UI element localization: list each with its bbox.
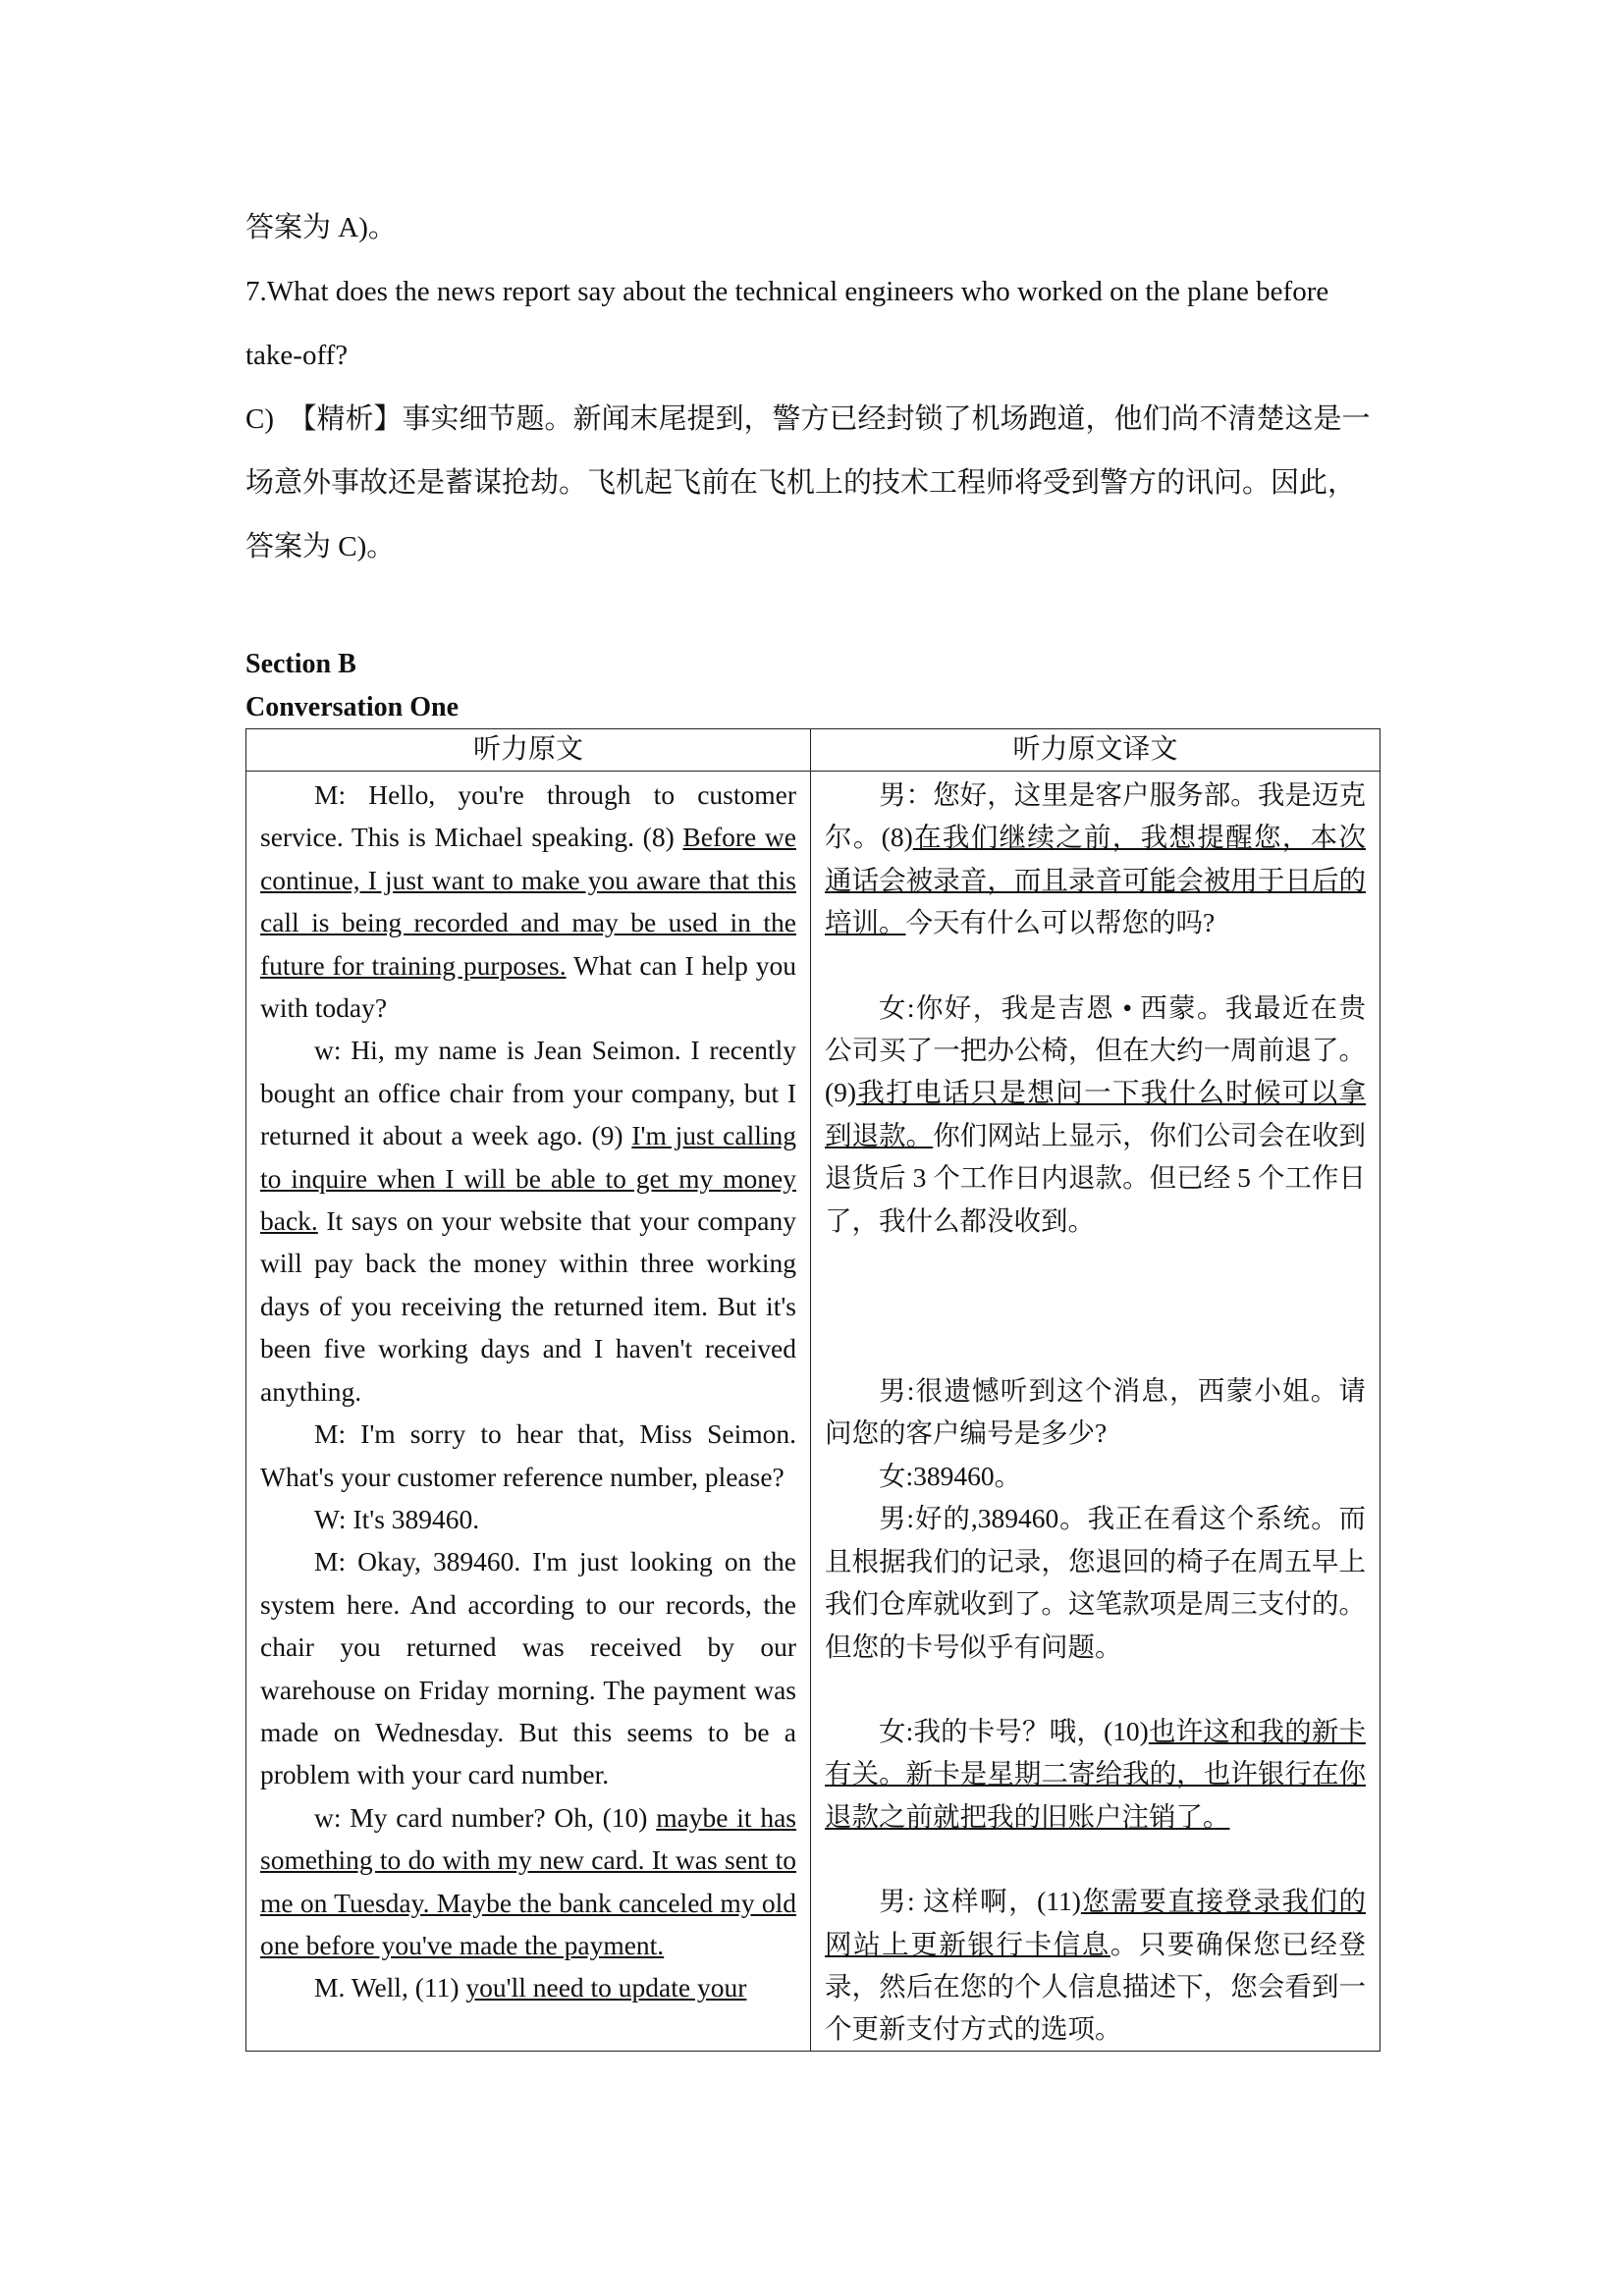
section-heading xyxy=(245,643,459,729)
zh-paragraph-4: 女:389460。 xyxy=(879,1460,1022,1491)
zh-paragraph-3: 男:很遗憾听到这个消息，西蒙小姐。请问您的客户编号是多少? xyxy=(825,1375,1366,1449)
en-paragraph-3: M: I'm sorry to hear that, Miss Seimon. What's your customer reference number, please? xyxy=(260,1418,796,1492)
zh-p1-underlined: 在我们继续之前，我想提醒您，本次通话会被录音，而且录音可能会被用于日后的培训。 xyxy=(825,822,1366,938)
section-title: Section B xyxy=(245,649,356,679)
en-p2-text-end: It says on your website that your company will pay back the money within three working days of you receiving the returned item. But it's been five working days and I haven't received anything. xyxy=(260,1205,796,1407)
zh-paragraph-5: 男:好的,389460。我正在看这个系统。而且根据我们的记录，您退回的椅子在周五早上我们仓库就收到了。这笔款项是周三支付的。但您的卡号似乎有问题。 xyxy=(825,1503,1366,1662)
spacer xyxy=(825,1668,1366,1710)
en-paragraph-7 xyxy=(260,1966,796,2008)
zh-paragraph-7 xyxy=(825,1880,1366,2051)
table-header-row xyxy=(246,729,1380,772)
en-paragraph-6 xyxy=(260,1796,796,1967)
spacer xyxy=(825,944,1366,987)
zh-p6-underlined: 也许这和我的新卡有关。新卡是星期二寄给我的，也许银行在你退款之前就把我的旧账户注销了。 xyxy=(825,1715,1366,1832)
answer-line-6: 答案为 A)。 xyxy=(245,212,397,243)
en-p1-text: M: Hello, you're through to customer service. This is Michael speaking. (8) xyxy=(260,779,796,853)
zh-p7-text-end: 。只要确保您已经登录，然后在您的个人信息描述下，您会看到一个更新支付方式的选项。 xyxy=(825,1928,1367,2045)
zh-p7-text: 男: 这样啊，(11) xyxy=(879,1886,1081,1917)
zh-p2-underlined: 我打电话只是想问一下我什么时候可以拿到退款。 xyxy=(825,1077,1366,1150)
answer-7-explanation: C) 【精析】事实细节题。新闻末尾提到，警方已经封锁了机场跑道，他们尚不清楚这是一场意外事故还是蓄谋抢劫。飞机起飞前在飞机上的技术工程师将受到警方的讯问。因此，答案为 C)。 xyxy=(245,403,1371,562)
en-p2-text: w: Hi, my name is Jean Seimon. I recently bought an office chair from your company, but I returned it about a week ago. (9) xyxy=(260,1035,796,1151)
spacer xyxy=(825,1242,1366,1369)
answer-explanation xyxy=(245,196,1380,579)
zh-p2-text-end: 你们网站上显示，你们公司会在收到退货后 3 个工作日内退款。但已经 5 个工作日了，我什么都没收到。 xyxy=(825,1119,1367,1236)
zh-paragraph-6 xyxy=(825,1710,1366,1838)
question-7: 7.What does the news report say about the technical engineers who worked on the plane before take-off? xyxy=(245,276,1329,371)
en-p7-underlined: you'll need to update your xyxy=(465,1972,747,2003)
zh-p2-text: 女:你好，我是吉恩 • 西蒙。我最近在贵公司买了一把办公椅，但在大约一周前退了。(9) xyxy=(825,991,1366,1108)
zh-p1-text: 男：您好，这里是客户服务部。我是迈克尔。(8) xyxy=(825,779,1366,853)
zh-p1-text-end: 今天有什么可以帮您的吗? xyxy=(905,907,1216,938)
en-p1-text-end: What can I help you with today? xyxy=(260,949,796,1024)
table-row xyxy=(246,772,1380,2052)
en-p2-underlined: I'm just calling to inquire when I will be able to get my money back. xyxy=(260,1120,796,1237)
en-p6-text: w: My card number? Oh, (10) xyxy=(314,1801,657,1833)
translation-text-cell xyxy=(811,772,1380,2052)
en-paragraph-1 xyxy=(260,774,796,1029)
zh-p7-underlined: 您需要直接登录我们的网站上更新银行卡信息 xyxy=(825,1886,1367,1959)
zh-paragraph-2 xyxy=(825,987,1366,1242)
en-paragraph-4: W: It's 389460. xyxy=(314,1503,480,1534)
en-p7-text: M. Well, (11) xyxy=(314,1972,466,2003)
en-p1-underlined: Before we continue, I just want to make you aware that this call is being recorded and may be used in the future for training purposes. xyxy=(260,822,796,981)
transcript-table xyxy=(245,728,1380,2052)
original-text-cell xyxy=(246,772,811,2052)
spacer xyxy=(825,1838,1366,1880)
header-translation: 听力原文译文 xyxy=(811,729,1380,772)
zh-p6-text: 女:我的卡号？哦，(10) xyxy=(879,1715,1149,1746)
zh-paragraph-1 xyxy=(825,774,1366,944)
en-paragraph-2 xyxy=(260,1029,796,1413)
en-paragraph-5: M: Okay, 389460. I'm just looking on the system here. And according to our records, the chair you returned was received by our warehouse on Friday morning. The payment was made on Wednesday. But this seems to be a problem with your card number. xyxy=(260,1546,796,1790)
en-p6-underlined: maybe it has something to do with my new card. It was sent to me on Tuesday. Maybe the bank canceled my old one before you've made the payment. xyxy=(260,1801,796,1960)
header-original: 听力原文 xyxy=(246,729,811,772)
conversation-title: Conversation One xyxy=(245,692,459,722)
